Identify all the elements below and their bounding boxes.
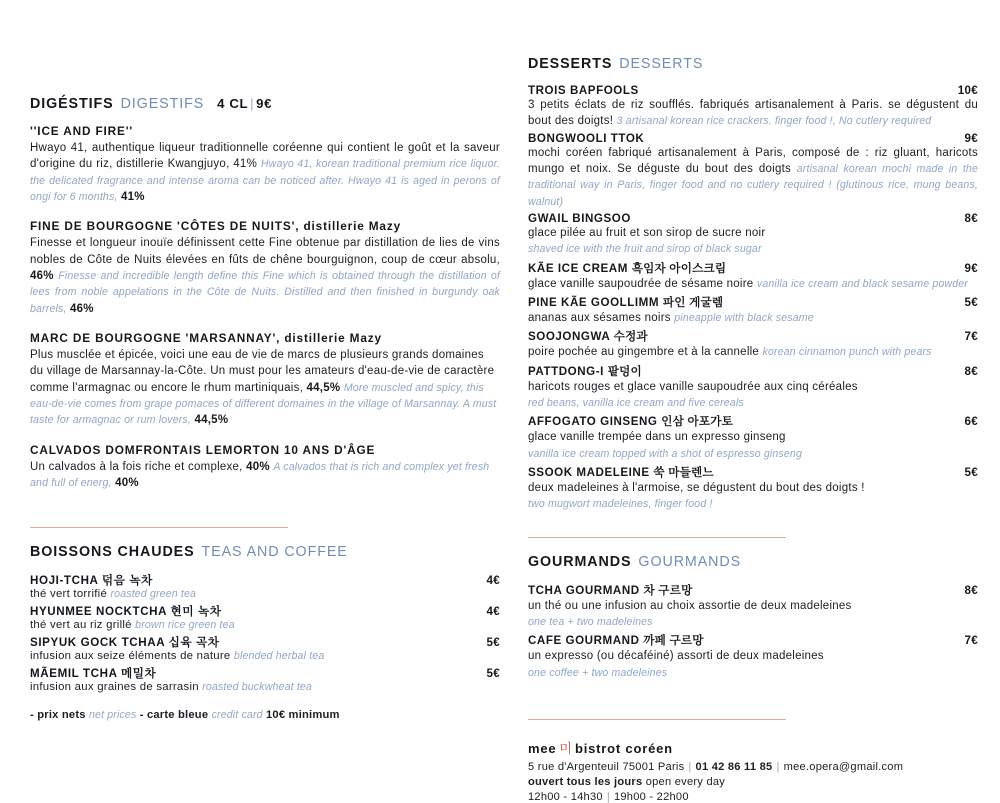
desc-en: one coffee + two madeleines <box>528 666 668 679</box>
item-name-latin: BONGWOOLI TTOK <box>528 131 645 145</box>
abv-value-en: 44,5% <box>194 414 229 427</box>
desc-en: brown rice green tea <box>135 619 235 632</box>
section-title-en: GOURMANDS <box>638 553 742 570</box>
item-name-korean: 파인 게굴렘 <box>662 295 724 309</box>
item-name-latin: HYUNMEE NOCKTCHA <box>30 605 167 619</box>
item-name-latin: TROIS BAPFOOLS <box>528 84 639 97</box>
item-name <box>528 363 642 379</box>
item-description <box>30 650 500 662</box>
desc-fr: poire pochée au gingembre et à la cannelle <box>528 346 760 359</box>
dessert-item <box>528 132 978 210</box>
item-price: 5€ <box>964 295 978 309</box>
item-name: FINE DE BOURGOGNE 'CÔTES DE NUITS', distillerie Mazy <box>30 219 401 234</box>
lunch-hours: 12h00 - 14h30 <box>528 790 603 803</box>
item-name-korean: 메밀차 <box>120 667 157 681</box>
item-name <box>528 132 644 145</box>
item-name-korean: 쑥 마들렌느 <box>653 465 714 479</box>
section-title-fr: BOISSONS CHAUDES <box>30 544 195 561</box>
desc-en: one tea + two madeleines <box>528 615 653 628</box>
item-name-latin: MÃEMIL TCHA <box>30 667 118 681</box>
item-description <box>30 459 500 492</box>
item-row <box>528 464 978 480</box>
meta-separator: | <box>250 96 255 111</box>
item-name-latin: GWAIL BINGSOO <box>528 211 631 225</box>
desc-en: vanilla ice cream and black sesame powder <box>756 277 968 290</box>
desc-en: A calvados that is rich and complex yet fresh and full of energ, <box>30 460 490 489</box>
desc-fr: glace pilée au fruit et son sirop de sucre noir <box>528 226 766 239</box>
item-price: 9€ <box>964 131 978 145</box>
hours-label-fr: ouvert tous les jours <box>528 775 643 788</box>
item-name <box>528 212 631 225</box>
desc-en: red beans, vanilla ice cream and five cereals <box>528 396 744 409</box>
abv-value-en: 46% <box>69 302 94 315</box>
item-row <box>528 84 978 97</box>
item-row <box>528 413 978 429</box>
dessert-item <box>528 84 978 130</box>
desc-fr: thé vert au riz grillé <box>30 619 132 632</box>
item-price: 5€ <box>964 465 978 479</box>
section-title-fr: DIGÉSTIFS <box>30 96 114 112</box>
abv-value: 41% <box>120 190 145 203</box>
item-row <box>528 328 978 344</box>
digestifs-volume: 4 CL <box>217 96 249 111</box>
address: 5 rue d'Argenteuil 75001 Paris <box>528 760 685 773</box>
item-row <box>528 294 978 310</box>
hours-label-en: open every day <box>645 775 726 788</box>
item-price: 5€ <box>486 636 500 650</box>
desc-fr: 3 petits éclats de riz soufflés. fabriqués artisanalement à Paris. se dégustent du bout des doigts! <box>528 99 978 128</box>
item-name-korean: 팥덩이 <box>607 364 642 378</box>
item-name-korean: 흑임자 아이스크림 <box>631 261 727 275</box>
abv-value: 40% <box>246 460 270 473</box>
section-heading-boissons <box>30 544 500 560</box>
brand-korean-mark: 미 <box>559 740 572 756</box>
dessert-item <box>528 260 978 292</box>
item-name <box>528 328 648 344</box>
item-name <box>528 294 723 310</box>
item-price: 10€ <box>957 84 978 97</box>
section-heading-gourmands <box>528 554 978 570</box>
abv-value: 44,5% <box>306 381 341 394</box>
item-name <box>528 582 693 598</box>
item-name-latin: SSOOK MADELEINE <box>528 465 650 479</box>
gourmand-item <box>528 582 978 631</box>
dessert-item <box>528 363 978 412</box>
digestif-item <box>30 219 500 317</box>
item-name-korean: 덖음 녹차 <box>101 574 153 588</box>
desc-fr: un thé ou une infusion au choix assortie de deux madeleines <box>528 599 852 612</box>
note-minimum: 10€ minimum <box>265 709 340 722</box>
digestif-item <box>30 443 500 492</box>
abv-value: 46% <box>30 269 54 282</box>
item-name <box>30 665 156 681</box>
desc-en: Hwayo 41, korean traditional premium rice liquor. the delicated fragrance and intense aroma can be noticed after. Hwayo 41 is aged in perons of ongi for 6 months, <box>30 158 500 203</box>
desc-en: vanilla ice cream topped with a shot of espresso ginseng <box>528 447 802 460</box>
desc-fr: Un calvados à la fois riche et complexe, <box>30 460 243 473</box>
desc-en: roasted green tea <box>110 588 197 601</box>
item-description <box>30 140 500 205</box>
desc-fr: Hwayo 41, authentique liqueur traditionnelle coréenne qui contient le goût et la saveur d'origine du riz, distillerie Kwangjuyo, 41% <box>30 142 500 171</box>
desc-fr: Plus musclée et épicée, voici une eau de vie de marcs de plusieurs grands domaines du village de Marsannay-la-Côte. Un must pour les amateurs d'eau-de-vie de caractère comme l'armagnac ou encore le rhum martiniquais, <box>30 348 495 394</box>
gourmand-item <box>528 632 978 681</box>
hours-line <box>528 791 978 803</box>
item-description <box>30 347 500 429</box>
desc-fr: infusion aux seize éléments de nature <box>30 650 231 663</box>
item-row <box>528 363 978 379</box>
section-meta <box>217 96 272 111</box>
email-address[interactable]: mee.opera@gmail.com <box>783 760 904 773</box>
item-row <box>528 632 978 648</box>
desc-fr: glace vanille saupoudrée de sésame noire <box>528 277 754 290</box>
item-price: 9€ <box>964 261 978 275</box>
item-price: 8€ <box>964 583 978 597</box>
separator: | <box>776 760 780 773</box>
item-description <box>30 588 500 600</box>
desc-en: roasted buckwheat tea <box>202 681 312 694</box>
item-name-latin: SIPYUK GOCK TCHAA <box>30 636 165 650</box>
tea-item <box>30 665 500 693</box>
separator: | <box>688 760 692 773</box>
item-name <box>30 603 222 619</box>
item-price: 8€ <box>964 364 978 378</box>
section-title-fr: DESSERTS <box>528 56 613 72</box>
desc-fr: infusion aux graines de sarrasin <box>30 681 199 694</box>
tea-row <box>30 572 500 588</box>
tea-item <box>30 572 500 600</box>
section-title-en: DESSERTS <box>619 56 704 72</box>
restaurant-footer <box>528 738 978 803</box>
tea-item <box>30 634 500 662</box>
desc-en: artisanal korean mochi made in the traditional way in Paris, finger food and no cutlery required ! (glutinous rice, mung beans, walnut) <box>528 162 979 208</box>
note-credit-card-en: credit card <box>211 709 263 722</box>
desc-fr: haricots rouges et glace vanille saupoudrée aux cinq céréales <box>528 380 858 393</box>
item-name-latin: HOJI-TCHA <box>30 574 99 588</box>
item-row <box>528 132 978 145</box>
item-description <box>528 648 978 681</box>
item-name-korean: 인삼 아포가토 <box>661 415 734 429</box>
tea-row <box>30 665 500 681</box>
left-column <box>30 0 501 722</box>
item-description <box>528 344 978 360</box>
item-name-latin: PATTDONG-I <box>528 364 604 378</box>
item-description <box>528 145 978 210</box>
item-description <box>528 379 978 412</box>
section-heading-digestifs <box>30 96 500 112</box>
desc-en: blended herbal tea <box>233 650 325 663</box>
item-name-korean: 십육 곡차 <box>168 636 220 650</box>
note-credit-card-fr: - carte bleue <box>139 709 209 722</box>
item-description <box>528 310 978 326</box>
item-price: 7€ <box>964 634 978 648</box>
tea-row <box>30 634 500 650</box>
item-row <box>528 260 978 276</box>
item-name <box>528 632 704 648</box>
note-net-prices-en: net prices <box>88 709 137 722</box>
brand-latin: mee <box>528 740 557 756</box>
item-name-latin: CAFE GOURMAND <box>528 634 640 648</box>
opening-line <box>528 776 978 788</box>
item-name-latin: TCHA GOURMAND <box>528 583 640 597</box>
item-name-latin: SOOJONGWA <box>528 330 610 344</box>
item-name: ''ICE AND FIRE'' <box>30 124 134 138</box>
item-description <box>528 429 978 462</box>
item-row <box>528 582 978 598</box>
section-heading-desserts <box>528 56 978 72</box>
dessert-item <box>528 212 978 258</box>
item-price: 4€ <box>486 605 500 619</box>
item-description <box>528 598 978 631</box>
desc-en: Finesse and incredible length define this Fine which is obtained through the distillation of lees from noble appelations in the Côte de Nuits. Distilled and then finished in burgundy oak barrels, <box>30 269 501 315</box>
desc-fr: ananas aux sésames noirs <box>528 311 671 324</box>
item-price: 5€ <box>486 667 500 681</box>
desc-en: 3 artisanal korean rice crackers. finger food !, No cutlery required <box>616 115 932 128</box>
separator: | <box>606 790 610 803</box>
footer-divider <box>528 719 786 720</box>
item-name-latin: KÃE ICE CREAM <box>528 261 628 275</box>
dessert-item <box>528 413 978 462</box>
item-name: CALVADOS DOMFRONTAIS LEMORTON 10 ANS D'ÂGE <box>30 442 376 457</box>
item-name-korean: 까페 구르망 <box>643 634 704 648</box>
desc-fr: Finesse et longueur inouïe définissent cette Fine obtenue par distillation de lies de vins nobles de Côte de Nuits élevées en fûts de chêne bourguignon, coup de cœur absolu, <box>30 237 500 266</box>
desc-en: pineapple with black sesame <box>674 311 814 324</box>
item-name <box>528 464 714 480</box>
item-description <box>30 681 500 693</box>
item-name-korean: 수정과 <box>613 330 648 344</box>
desc-fr: deux madeleines à l'armoise, se dégustent du bout des doigts ! <box>528 481 865 494</box>
item-name <box>528 413 733 429</box>
item-name <box>30 634 220 650</box>
item-description <box>30 235 500 317</box>
brand-name <box>528 738 978 757</box>
dinner-hours: 19h00 - 22h00 <box>613 790 689 803</box>
desc-en: shaved ice with the fruit and sirop of black sugar <box>528 243 762 256</box>
desc-en: More muscled and spicy, this eau-de-vie comes from grape pomaces of different domaines in the village of Marsannay. A must taste for armagnac or rum lovers, <box>30 381 497 427</box>
section-title-en: DIGESTIFS <box>120 96 205 112</box>
item-price: 4€ <box>486 574 500 588</box>
item-description <box>528 97 978 130</box>
desc-fr: thé vert torrifié <box>30 588 108 601</box>
item-name <box>30 572 153 588</box>
item-description <box>528 225 978 258</box>
desc-fr: glace vanille trempée dans un expresso ginseng <box>528 431 786 444</box>
item-description <box>30 619 500 631</box>
right-column <box>528 0 979 803</box>
item-name-latin: PINE KÃE GOOLLIMM <box>528 295 660 309</box>
tea-row <box>30 603 500 619</box>
item-description <box>528 276 978 292</box>
phone-number[interactable]: 01 42 86 11 85 <box>695 760 773 773</box>
item-name-korean: 현미 녹차 <box>170 605 222 619</box>
abv-value-en: 40% <box>115 476 139 489</box>
dessert-item <box>528 294 978 326</box>
item-price: 6€ <box>964 415 978 429</box>
item-name: MARC DE BOURGOGNE 'MARSANNAY', distillerie Mazy <box>30 330 382 345</box>
desc-en: two mugwort madeleines, finger food ! <box>528 498 713 511</box>
desc-en: korean cinnamon punch with pears <box>762 346 932 359</box>
digestif-item <box>30 124 500 205</box>
item-name <box>528 260 726 276</box>
section-title-fr: GOURMANDS <box>528 553 632 570</box>
contact-line <box>528 761 978 773</box>
digestif-item <box>30 331 500 429</box>
desc-fr: mochi coréen fabriqué artisanalement à Paris, composé de : riz gluant, haricots mungo et noix. Se déguste du bout des doigts <box>528 146 978 175</box>
item-name-latin: AFFOGATO GINSENG <box>528 415 658 429</box>
item-name-korean: 차 구르망 <box>643 583 693 597</box>
dessert-item <box>528 464 978 513</box>
tea-item <box>30 603 500 631</box>
brand-tagline: bistrot coréen <box>574 740 673 756</box>
payment-note <box>30 709 500 721</box>
item-price: 7€ <box>964 330 978 344</box>
section-title-en: TEAS AND COFFEE <box>201 544 348 561</box>
item-row <box>528 212 978 225</box>
desc-fr: un expresso (ou décaféiné) assorti de deux madeleines <box>528 650 824 663</box>
item-name <box>528 84 639 97</box>
item-price: 8€ <box>964 211 978 225</box>
item-description <box>528 480 978 513</box>
digestifs-price: 9€ <box>256 96 273 111</box>
note-net-prices-fr: - prix nets <box>30 709 86 722</box>
dessert-item <box>528 328 978 360</box>
